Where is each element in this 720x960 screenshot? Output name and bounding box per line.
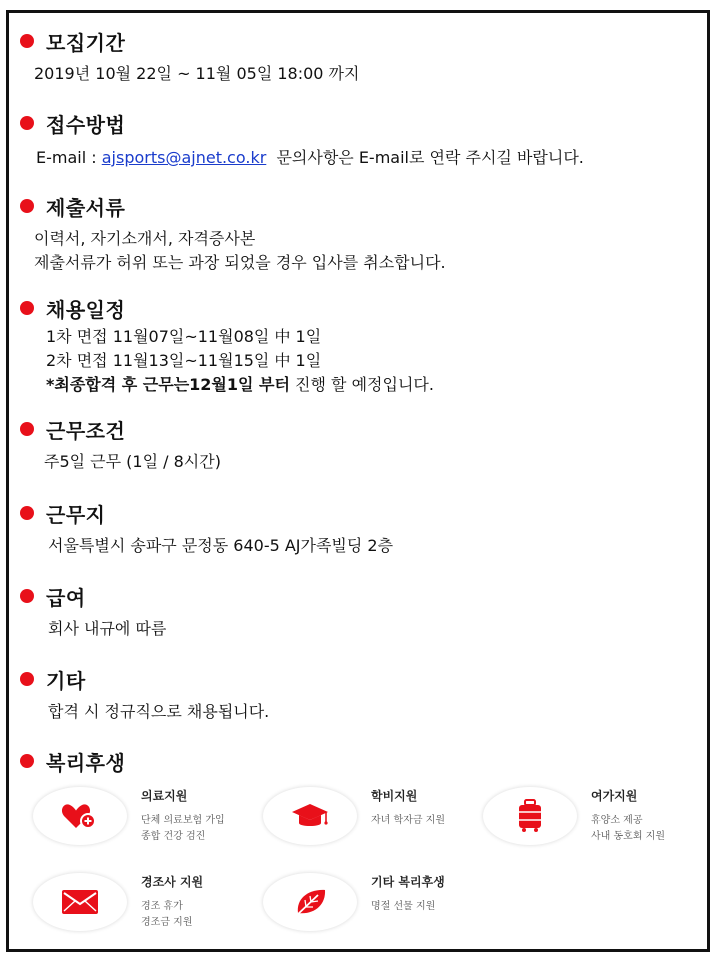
section-title: 근무조건 bbox=[46, 418, 126, 443]
benefit-desc: 경조금 지원 bbox=[141, 917, 193, 928]
schedule-first-interview: 1차 면접 11월07일~11월08일 中 1일 bbox=[46, 327, 322, 346]
schedule-start-note bbox=[46, 373, 434, 397]
section-title: 접수방법 bbox=[46, 112, 126, 137]
benefit-icon-circle bbox=[33, 787, 127, 845]
leaf-icon bbox=[292, 887, 328, 917]
section-work-conditions bbox=[20, 416, 221, 474]
section-heading bbox=[20, 583, 166, 609]
section-heading bbox=[20, 193, 446, 219]
benefit-icon-circle bbox=[263, 787, 357, 845]
section-heading bbox=[20, 295, 434, 321]
benefit-desc: 휴양소 제공 bbox=[591, 815, 643, 826]
graduation-cap-icon bbox=[290, 802, 330, 830]
benefit-icon-circle bbox=[483, 787, 577, 845]
benefit-desc: 경조 휴가 bbox=[141, 901, 183, 912]
section-documents bbox=[20, 193, 446, 275]
schedule-body bbox=[46, 325, 434, 397]
schedule-second-interview: 2차 면접 11월13일~11월15일 中 1일 bbox=[46, 351, 322, 370]
bullet-icon bbox=[20, 34, 34, 48]
section-recruitment-period bbox=[20, 28, 359, 86]
bullet-icon bbox=[20, 301, 34, 315]
benefit-desc: 명절 선물 지원 bbox=[371, 901, 436, 912]
benefit-desc: 사내 동호회 지원 bbox=[591, 831, 665, 842]
documents-warning: 제출서류가 허위 또는 과장 되었을 경우 입사를 취소합니다. bbox=[34, 253, 446, 272]
benefit-medical bbox=[33, 787, 258, 857]
benefit-family-events bbox=[33, 873, 258, 943]
section-heading bbox=[20, 666, 269, 692]
conditions-text: 주5일 근무 (1일 / 8시간) bbox=[44, 452, 221, 471]
apply-note: 문의사항은 E-mail로 연락 주시길 바랍니다. bbox=[276, 148, 584, 167]
email-prefix: E-mail : bbox=[36, 148, 102, 167]
bullet-icon bbox=[20, 506, 34, 520]
documents-body bbox=[34, 227, 446, 275]
bullet-icon bbox=[20, 672, 34, 686]
section-title: 복리후생 bbox=[46, 750, 126, 775]
apply-line bbox=[36, 146, 584, 170]
benefit-tuition bbox=[263, 787, 488, 857]
section-work-location bbox=[20, 500, 393, 558]
benefit-title: 기타 복리후생 bbox=[371, 875, 445, 889]
section-heading bbox=[20, 28, 359, 54]
heart-plus-icon bbox=[60, 801, 100, 831]
bullet-icon bbox=[20, 589, 34, 603]
section-heading bbox=[20, 416, 221, 442]
etc-text: 합격 시 정규직으로 채용됩니다. bbox=[48, 702, 270, 721]
suitcase-icon bbox=[515, 799, 545, 833]
salary-text: 회사 내규에 따름 bbox=[48, 619, 167, 638]
bullet-icon bbox=[20, 199, 34, 213]
section-title: 모집기간 bbox=[46, 30, 126, 55]
schedule-start-note-rest: 진행 할 예정입니다. bbox=[289, 375, 434, 394]
benefit-icon-circle bbox=[263, 873, 357, 931]
section-heading bbox=[20, 500, 393, 526]
documents-line: 이력서, 자기소개서, 자격증사본 bbox=[34, 229, 256, 248]
email-link[interactable]: ajsports@ajnet.co.kr bbox=[101, 148, 267, 167]
benefit-desc: 단체 의료보험 가입 bbox=[141, 815, 225, 826]
section-heading bbox=[20, 748, 125, 774]
schedule-start-note-bold: *최종합격 후 근무는12월1일 부터 bbox=[46, 375, 290, 394]
section-title: 근무지 bbox=[46, 502, 106, 527]
bullet-icon bbox=[20, 422, 34, 436]
section-application-method bbox=[20, 110, 584, 170]
bullet-icon bbox=[20, 754, 34, 768]
section-etc bbox=[20, 666, 269, 724]
benefit-title: 학비지원 bbox=[371, 789, 418, 803]
section-welfare bbox=[20, 748, 125, 774]
section-title: 제출서류 bbox=[46, 195, 126, 220]
benefit-icon-circle bbox=[33, 873, 127, 931]
section-heading bbox=[20, 110, 584, 136]
bullet-icon bbox=[20, 116, 34, 130]
benefit-desc: 자녀 학자금 지원 bbox=[371, 815, 445, 826]
benefit-title: 여가지원 bbox=[591, 789, 638, 803]
period-text: 2019년 10월 22일 ~ 11월 05일 18:00 까지 bbox=[34, 64, 360, 83]
section-hiring-schedule bbox=[20, 295, 434, 397]
envelope-icon bbox=[61, 889, 99, 915]
benefit-title: 의료지원 bbox=[141, 789, 188, 803]
benefit-leisure bbox=[483, 787, 708, 857]
benefit-other bbox=[263, 873, 488, 943]
section-title: 기타 bbox=[46, 668, 86, 693]
benefit-title: 경조사 지원 bbox=[141, 875, 204, 889]
benefit-desc: 종합 건강 검진 bbox=[141, 831, 206, 842]
section-salary bbox=[20, 583, 166, 641]
section-title: 급여 bbox=[46, 585, 86, 610]
section-title: 채용일정 bbox=[46, 297, 126, 322]
location-text: 서울특별시 송파구 문정동 640-5 AJ가족빌딩 2층 bbox=[48, 536, 394, 555]
